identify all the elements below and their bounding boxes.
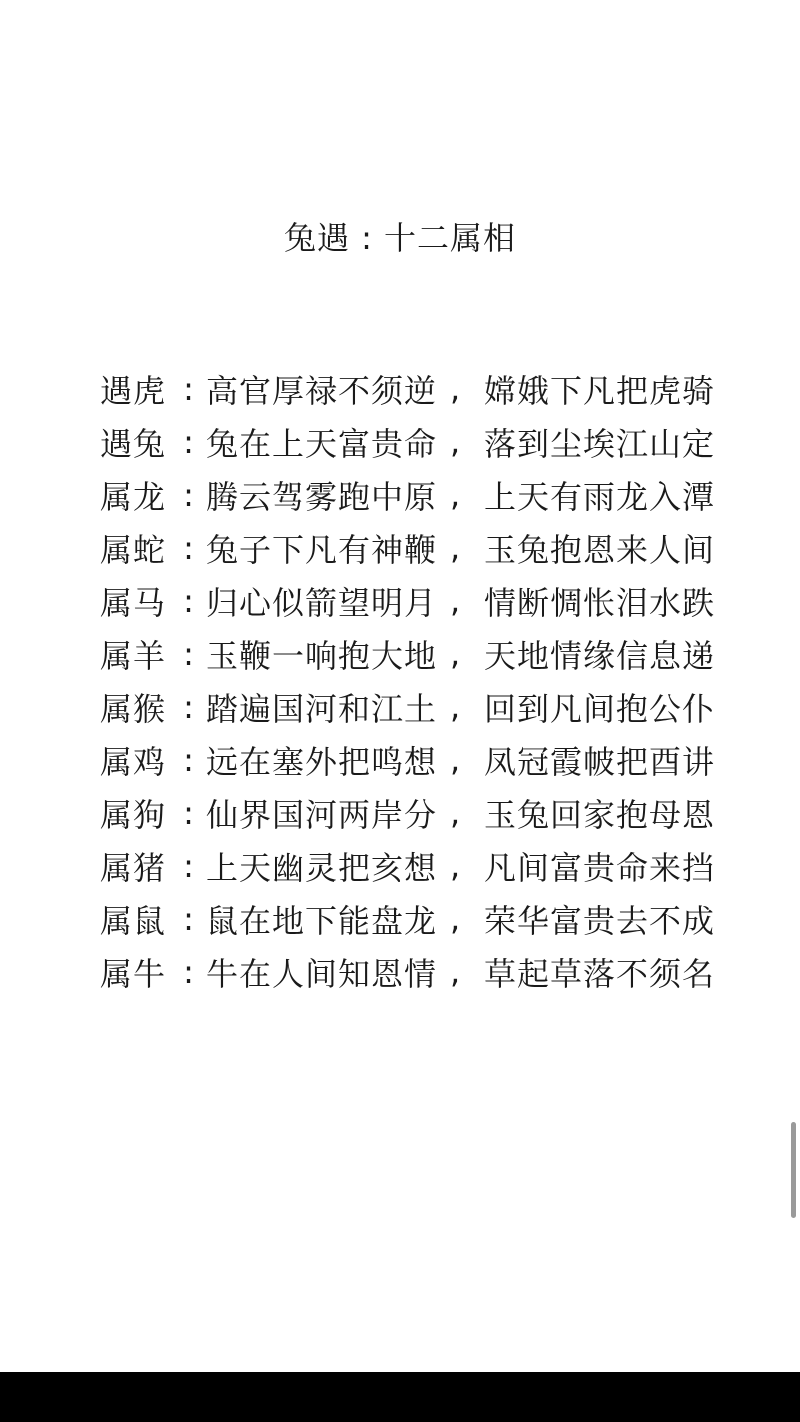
- poem-line-snake: [100, 521, 740, 574]
- line-colon: :: [183, 793, 195, 832]
- line-verse-second: 凤冠霞帔把酉讲: [484, 742, 716, 781]
- line-verse-second: 玉兔抱恩来人间: [484, 530, 716, 569]
- poem-line-ox: [100, 945, 740, 998]
- poem-line-dog: [100, 786, 740, 839]
- poem-line-dragon: [100, 468, 740, 521]
- line-colon: :: [183, 899, 195, 938]
- line-verse-first: 上天幽灵把亥想: [206, 848, 438, 887]
- title-right: 十二属相: [384, 219, 517, 257]
- line-verse-second: 嫦娥下凡把虎骑: [484, 371, 716, 410]
- poem-list: [100, 362, 740, 998]
- line-verse-first: 兔子下凡有神鞭: [206, 530, 438, 569]
- line-label: 属牛: [100, 954, 167, 993]
- line-verse-second: 草起草落不须名: [484, 954, 716, 993]
- line-comma: ,: [450, 581, 462, 620]
- line-comma: ,: [450, 369, 462, 408]
- line-label: 遇虎: [100, 371, 167, 410]
- line-comma: ,: [450, 634, 462, 673]
- line-verse-first: 踏遍国河和江土: [206, 689, 438, 728]
- line-label: 属马: [100, 583, 167, 622]
- line-verse-first: 仙界国河两岸分: [206, 795, 438, 834]
- line-comma: ,: [450, 740, 462, 779]
- line-colon: :: [183, 475, 195, 514]
- poem-line-tiger: [100, 362, 740, 415]
- line-verse-second: 情断惆怅泪水跌: [484, 583, 716, 622]
- line-label: 属鼠: [100, 901, 167, 940]
- line-colon: :: [183, 634, 195, 673]
- line-colon: :: [183, 581, 195, 620]
- poem-line-rat: [100, 892, 740, 945]
- line-label: 属狗: [100, 795, 167, 834]
- line-verse-second: 凡间富贵命来挡: [484, 848, 716, 887]
- line-colon: :: [183, 687, 195, 726]
- line-colon: :: [183, 528, 195, 567]
- line-label: 属龙: [100, 477, 167, 516]
- bottom-bar: [0, 1372, 800, 1422]
- line-verse-first: 高官厚禄不须逆: [206, 371, 438, 410]
- line-colon: :: [183, 740, 195, 779]
- poem-line-goat: [100, 627, 740, 680]
- line-label: 属猪: [100, 848, 167, 887]
- line-verse-first: 腾云驾雾跑中原: [206, 477, 438, 516]
- line-colon: :: [183, 369, 195, 408]
- line-comma: ,: [450, 528, 462, 567]
- line-label: 属猴: [100, 689, 167, 728]
- line-comma: ,: [450, 899, 462, 938]
- line-verse-second: 玉兔回家抱母恩: [484, 795, 716, 834]
- poem-line-pig: [100, 839, 740, 892]
- line-colon: :: [183, 422, 195, 461]
- poem-line-horse: [100, 574, 740, 627]
- line-verse-first: 归心似箭望明月: [206, 583, 438, 622]
- line-verse-second: 天地情缘信息递: [484, 636, 716, 675]
- poem-line-monkey: [100, 680, 740, 733]
- page-title: [0, 212, 800, 264]
- line-comma: ,: [450, 475, 462, 514]
- line-verse-first: 鼠在地下能盘龙: [206, 901, 438, 940]
- line-verse-second: 荣华富贵去不成: [484, 901, 716, 940]
- line-verse-second: 落到尘埃江山定: [484, 424, 716, 463]
- line-colon: :: [183, 846, 195, 885]
- line-verse-second: 上天有雨龙入潭: [484, 477, 716, 516]
- line-label: 属鸡: [100, 742, 167, 781]
- line-label: 属羊: [100, 636, 167, 675]
- line-comma: ,: [450, 793, 462, 832]
- poem-line-rabbit: [100, 415, 740, 468]
- line-colon: :: [183, 952, 195, 991]
- line-label: 属蛇: [100, 530, 167, 569]
- vertical-scrollbar[interactable]: [791, 1122, 796, 1218]
- poem-line-rooster: [100, 733, 740, 786]
- line-label: 遇兔: [100, 424, 167, 463]
- title-left: 兔遇: [283, 219, 350, 257]
- line-verse-first: 牛在人间知恩情: [206, 954, 438, 993]
- title-colon: :: [361, 219, 373, 257]
- line-comma: ,: [450, 952, 462, 991]
- line-comma: ,: [450, 422, 462, 461]
- line-verse-first: 兔在上天富贵命: [206, 424, 438, 463]
- line-verse-second: 回到凡间抱公仆: [484, 689, 716, 728]
- line-verse-first: 玉鞭一响抱大地: [206, 636, 438, 675]
- line-verse-first: 远在塞外把鸣想: [206, 742, 438, 781]
- line-comma: ,: [450, 846, 462, 885]
- line-comma: ,: [450, 687, 462, 726]
